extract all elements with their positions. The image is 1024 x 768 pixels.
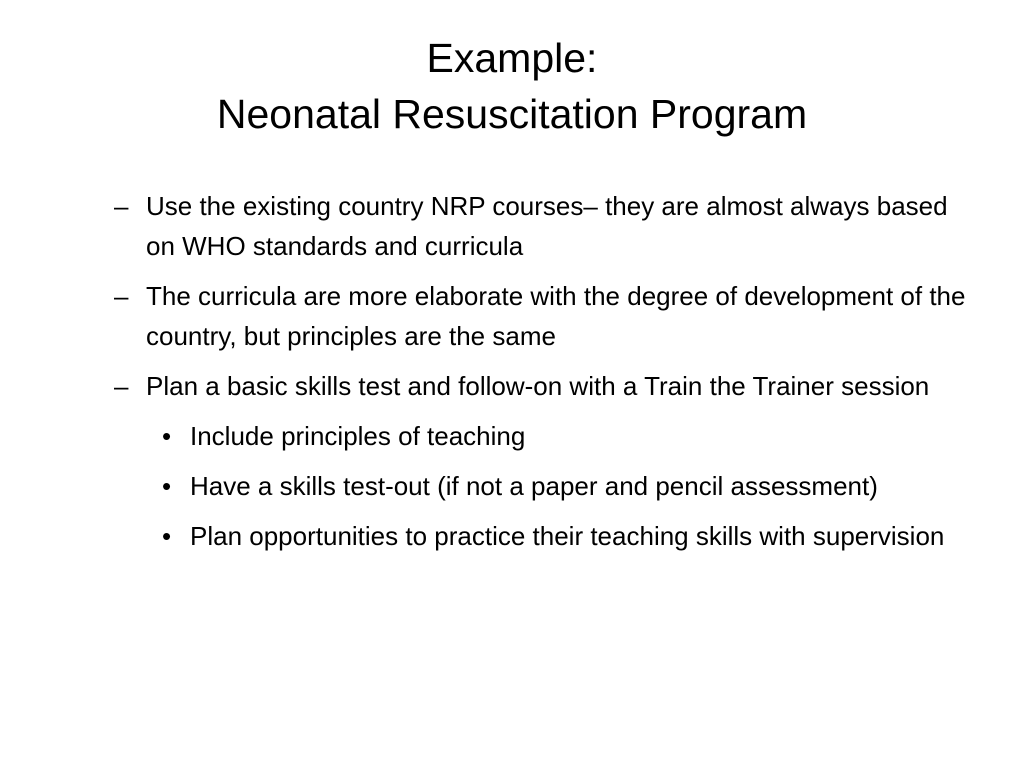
sub-list-item	[110, 416, 970, 456]
list-item	[110, 276, 970, 356]
title-line-1: Example:	[426, 35, 598, 81]
bullet-list	[110, 186, 970, 566]
sub-list-item-text: Include principles of teaching	[190, 421, 526, 451]
sub-list-item	[110, 466, 970, 506]
list-item-text: Plan a basic skills test and follow-on with a Train the Trainer session	[146, 371, 930, 401]
sub-list-item-text: Have a skills test-out (if not a paper and pencil assessment)	[190, 471, 878, 501]
list-item-text: Use the existing country NRP courses– they are almost always based on WHO standards and curricula	[146, 191, 948, 261]
sub-list-item-text: Plan opportunities to practice their teaching skills with supervision	[190, 521, 945, 551]
dash-marker: –	[114, 191, 129, 221]
bullet-marker: •	[162, 521, 172, 551]
title-line-2: Neonatal Resuscitation Program	[216, 91, 808, 137]
dash-marker: –	[114, 371, 129, 401]
bullet-marker: •	[162, 471, 172, 501]
list-item	[110, 366, 970, 406]
bullet-marker: •	[162, 421, 172, 451]
list-item-text: The curricula are more elaborate with the degree of development of the country, but principles are the same	[146, 281, 966, 351]
slide-title	[0, 30, 1024, 142]
list-item	[110, 186, 970, 266]
sub-list-item	[110, 516, 970, 556]
dash-marker: –	[114, 281, 129, 311]
